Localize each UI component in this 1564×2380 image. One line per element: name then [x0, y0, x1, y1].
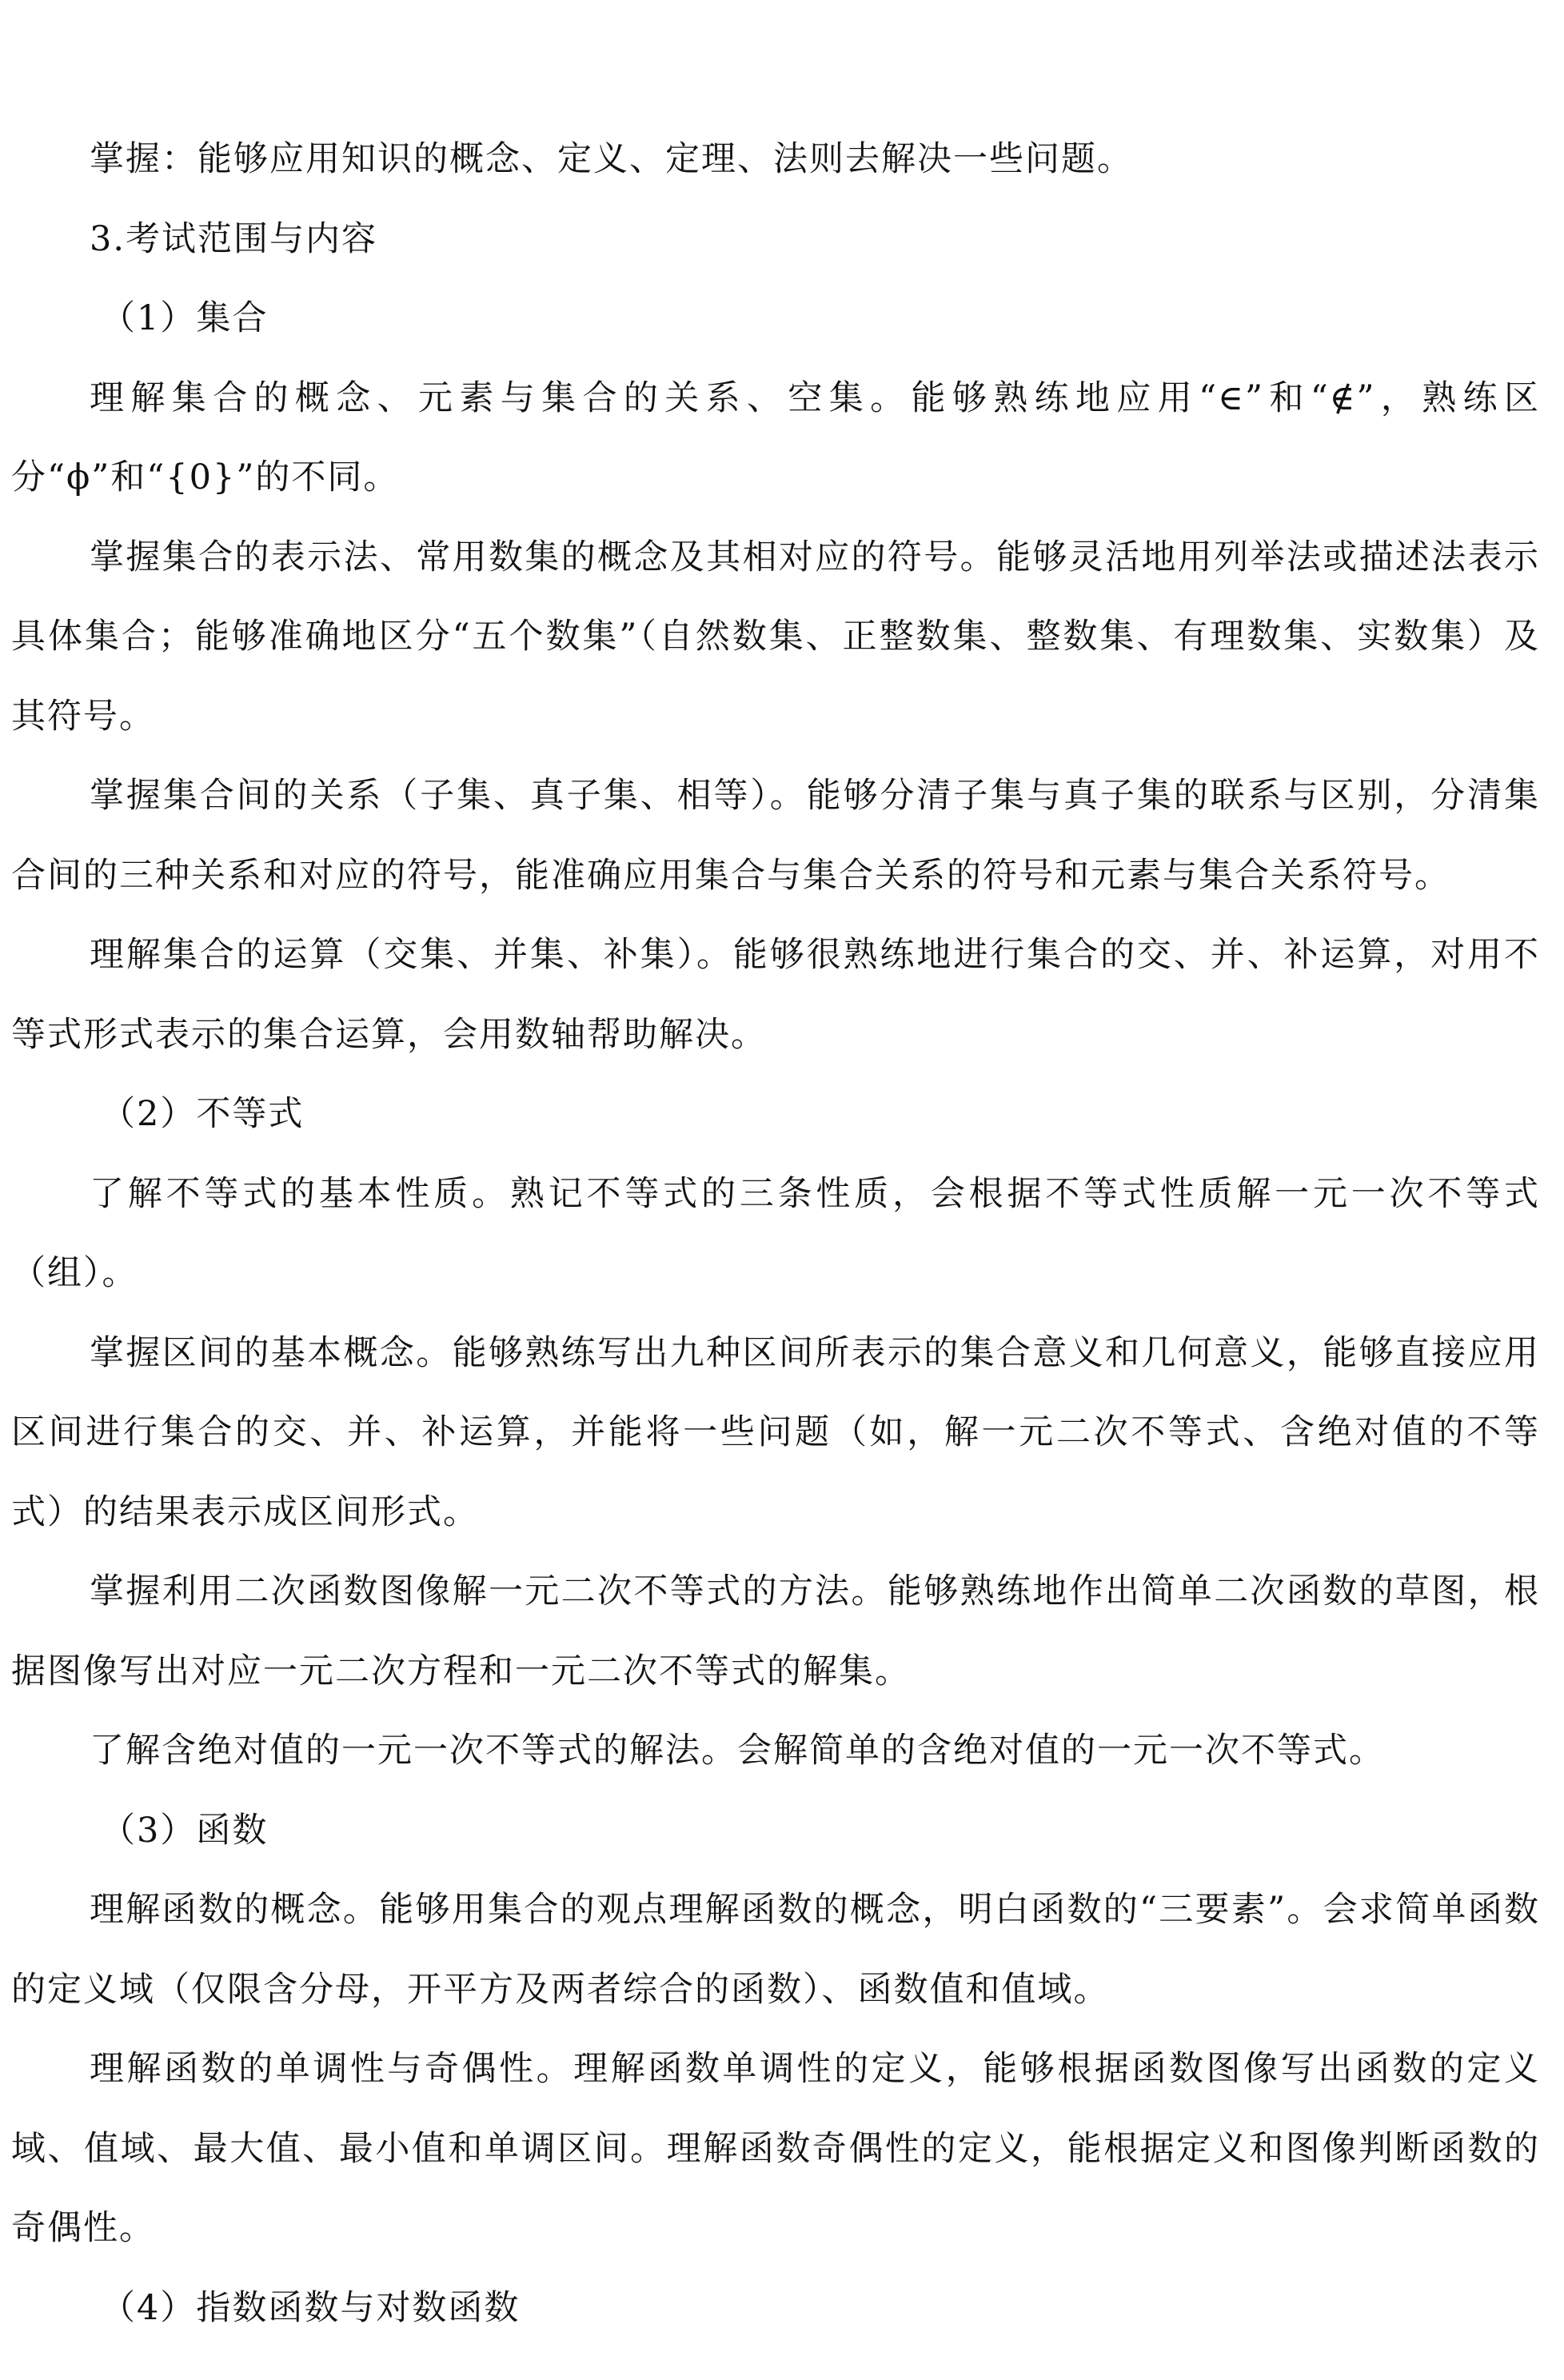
paragraph-intervals: 掌握区间的基本概念。能够熟练写出九种区间所表示的集合意义和几何意义，能够直接应用区间进行集合的交、并、补运算，并能将一些问题（如，解一元二次不等式、含绝对值的不等式）的结果表示成区间形式。 [11, 1332, 1540, 1532]
paragraph-function-concept: 理解函数的概念。能够用集合的观点理解函数的概念，明白函数的“三要素”。会求简单函数的定义域（仅限含分母，开平方及两者综合的函数）、函数值和值域。 [11, 1890, 1540, 2010]
heading-exam-scope: 3.考试范围与内容 [90, 218, 378, 259]
paragraph-monotonicity-parity: 理解函数的单调性与奇偶性。理解函数单调性的定义，能够根据函数图像写出函数的定义域、值域、最大值、最小值和单调区间。理解函数奇偶性的定义，能根据定义和图像判断函数的奇偶性。 [11, 2049, 1540, 2248]
paragraph-set-operations: 理解集合的运算（交集、并集、补集）。能够很熟练地进行集合的交、并、补运算，对用不等式形式表示的集合运算，会用数轴帮助解决。 [11, 935, 1540, 1055]
paragraph-inequality-properties: 了解不等式的基本性质。熟记不等式的三条性质，会根据不等式性质解一元一次不等式（组）。 [11, 1173, 1540, 1293]
paragraph-set-concepts: 理解集合的概念、元素与集合的关系、空集。能够熟练地应用“∈”和“∉”，熟练区分“ϕ”和“{0}”的不同。 [11, 377, 1540, 497]
section-heading-inequalities: （2）不等式 [101, 1094, 305, 1134]
document-body [11, 120, 1540, 2348]
section-heading-sets: （1）集合 [101, 298, 269, 338]
paragraph-quadratic-inequalities: 掌握利用二次函数图像解一元二次不等式的方法。能够熟练地作出简单二次函数的草图，根据图像写出对应一元二次方程和一元二次不等式的解集。 [11, 1571, 1540, 1691]
paragraph-set-relations: 掌握集合间的关系（子集、真子集、相等）。能够分清子集与真子集的联系与区别，分清集合间的三种关系和对应的符号，能准确应用集合与集合关系的符号和元素与集合关系符号。 [11, 776, 1540, 896]
paragraph-mastery-definition: 掌握：能够应用知识的概念、定义、定理、法则去解决一些问题。 [90, 139, 1133, 179]
paragraph-absolute-value-inequalities: 了解含绝对值的一元一次不等式的解法。会解简单的含绝对值的一元一次不等式。 [90, 1731, 1385, 1771]
paragraph-set-notation: 掌握集合的表示法、常用数集的概念及其相对应的符号。能够灵活地用列举法或描述法表示具体集合；能够准确地区分“五个数集”（自然数集、正整数集、整数集、有理数集、实数集）及其符号。 [11, 537, 1540, 737]
section-heading-functions: （3）函数 [101, 1810, 269, 1851]
section-heading-exponential-logarithmic: （4）指数函数与对数函数 [101, 2287, 521, 2328]
